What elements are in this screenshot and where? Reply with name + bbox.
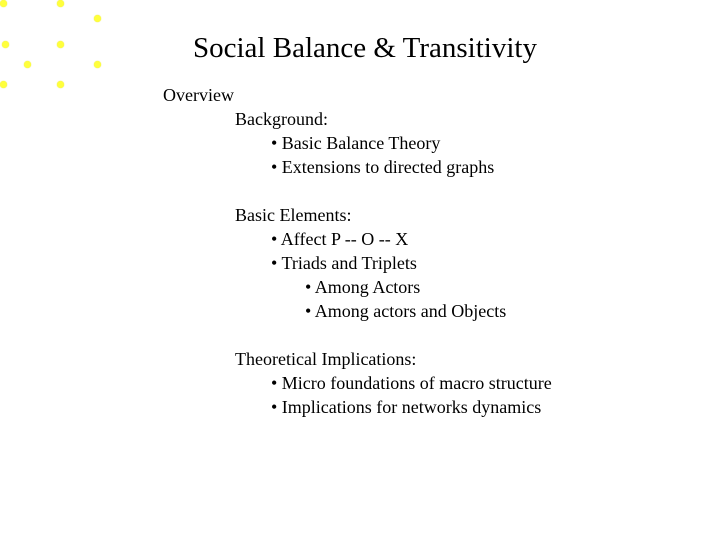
sub-bullet-item: • Among Actors [305,277,421,297]
bullet-item: • Basic Balance Theory [271,133,441,153]
decorative-dot [0,0,7,7]
bullet-item: • Affect P -- O -- X [271,229,409,249]
bullet-item: • Triads and Triplets [271,253,417,273]
bullet-item: • Micro foundations of macro structure [271,373,552,393]
decorative-dot [57,41,64,48]
slide-title: Social Balance & Transitivity [193,32,537,64]
decorative-dot [0,81,7,88]
sub-bullet-item: • Among actors and Objects [305,301,507,321]
bullet-item: • Extensions to directed graphs [271,157,495,177]
section-heading-theoretical-implications: Theoretical Implications: [235,349,417,369]
section-heading-background: Background: [235,109,328,129]
outline-heading: Overview [163,85,234,105]
decorative-dot [94,15,101,22]
decorative-dot [94,61,101,68]
decorative-dot [57,0,64,7]
decorative-dot [57,81,64,88]
section-heading-basic-elements: Basic Elements: [235,205,352,225]
decorative-dot [24,61,31,68]
decorative-dot [2,41,9,48]
bullet-item: • Implications for networks dynamics [271,397,542,417]
